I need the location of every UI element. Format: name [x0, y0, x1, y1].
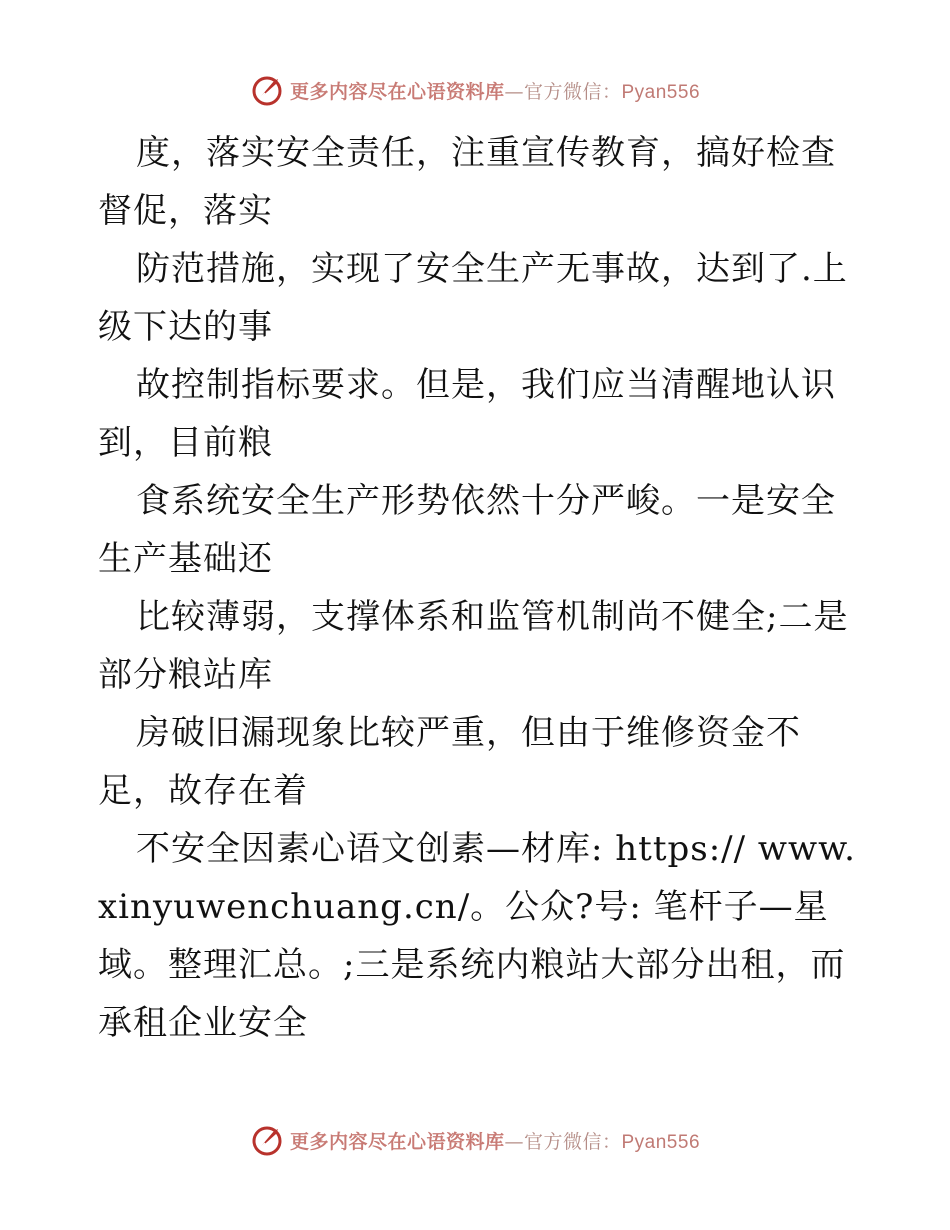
document-body [98, 124, 868, 1052]
footer-wechat-label: 官方微信： [523, 1130, 622, 1153]
footer-dash: — [504, 1130, 524, 1153]
quill-logo-icon [250, 1123, 284, 1157]
body-paragraph: 故控制指标要求。但是，我们应当清醒地认识到，目前粮 [98, 365, 836, 463]
body-paragraph: 食系统安全生产形势依然十分严峻。一是安全生产基础还 [98, 481, 836, 579]
body-paragraph: 比较薄弱，支撑体系和监管机制尚不健全;二是部分粮站库 [98, 597, 849, 695]
body-paragraph: 度，落实安全责任，注重宣传教育，搞好检查督促，落实 [98, 133, 836, 231]
header-wechat-label: 官方微信： [523, 80, 622, 103]
body-paragraph: 防范措施，实现了安全生产无事故，达到了.上级下达的事 [98, 249, 848, 347]
header-banner [0, 70, 950, 110]
body-paragraph: 房破旧漏现象比较严重，但由于维修资金不足，故存在着 [98, 713, 801, 811]
footer-text [290, 1127, 700, 1154]
body-paragraph: 不安全因素心语文创素—材库: https:// www.xinyuwenchuang.cn/。公众?号: 笔杆子—星域。整理汇总。;三是系统内粮站大部分出租，而承租企业安全 [98, 829, 856, 1043]
header-dash: — [504, 80, 524, 103]
footer-banner [0, 1120, 950, 1160]
footer-brand-text: 更多内容尽在心语资料库 [289, 1130, 505, 1153]
header-text [290, 77, 700, 104]
footer-wechat-id: Pyan556 [621, 1131, 701, 1153]
quill-logo-icon [250, 73, 284, 107]
header-brand-text: 更多内容尽在心语资料库 [289, 80, 505, 103]
header-wechat-id: Pyan556 [621, 81, 701, 103]
